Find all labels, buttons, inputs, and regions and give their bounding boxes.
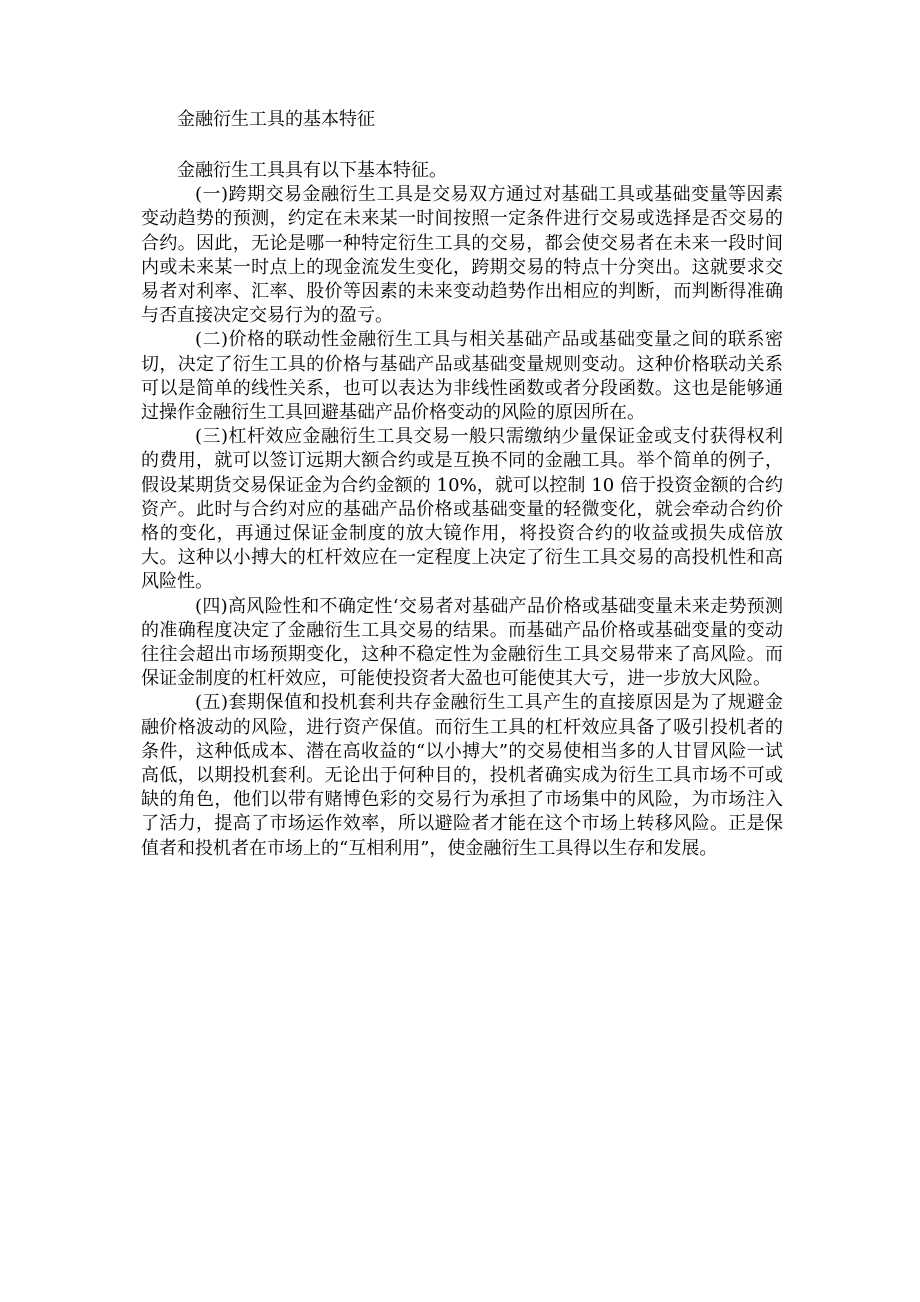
document-body [141,108,783,861]
document-title: 金融衍生工具的基本特征 [177,109,375,130]
title-spacer [141,132,783,159]
paragraph-hedging-speculation: (五)套期保值和投机套利共存金融衍生工具产生的直接原因是为了规避金融价格波动的风险，进行资产保值。而衍生工具的杠杆效应具备了吸引投机者的条件，这种低成本、潜在高收益的“以小搏大”的交易使相当多的人甘冒风险一试高低，以期投机套利。无论出于何种目的，投机者确实成为衍生工具市场不可或缺的角色，他们以带有赌博色彩的交易行为承担了市场集中的风险，为市场注入了活力，提高了市场运作效率，所以避险者才能在这个市场上转移风险。正是保值者和投机者在市场上的“互相利用”，使金融衍生工具得以生存和发展。 [141,692,783,859]
paragraph-price-linkage: (二)价格的联动性金融衍生工具与相关基础产品或基础变量之间的联系密切，决定了衍生工具的价格与基础产品或基础变量规则变动。这种价格联动关系可以是简单的线性关系，也可以表达为非线性函数或者分段函数。这也是能够通过操作金融衍生工具回避基础产品价格变动的风险的原因所在。 [141,329,783,424]
paragraph-high-risk-uncertainty: (四)高风险性和不确定性‘交易者对基础产品价格或基础变量未来走势预测的准确程度决定了金融衍生工具交易的结果。而基础产品价格或基础变量的变动往往会超出市场预期变化，这种不稳定性为金融衍生工具交易带来了高风险。而保证金制度的杠杆效应，可能使投资者大盈也可能使其大亏，进一步放大风险。 [141,595,783,690]
paragraph-cross-period-trading: (一)跨期交易金融衍生工具是交易双方通过对基础工具或基础变量等因素变动趋势的预测，约定在未来某一时间按照一定条件进行交易或选择是否交易的合约。因此，无论是哪一种特定衍生工具的交易，都会使交易者在未来一段时间内或未来某一时点上的现金流发生变化，跨期交易的特点十分突出。这就要求交易者对利率、汇率、股价等因素的未来变动趋势作出相应的判断，而判断得准确与否直接决定交易行为的盈亏。 [141,184,783,327]
intro-paragraph: 金融衍生工具具有以下基本特征。 [177,160,447,181]
paragraph-leverage-effect: (三)杠杆效应金融衍生工具交易一般只需缴纳少量保证金或支付获得权利的费用，就可以签订远期大额合约或是互换不同的金融工具。举个简单的例子，假设某期货交易保证金为合约金额的 10%，就可以控制 10 倍于投资金额的合约资产。此时与合约对应的基础产品价格或基础变量的轻微变化，就会牵动合约价格的变化，再通过保证金制度的放大镜作用，将投资合约的收益或损失成倍放大。这种以小搏大的杠杆效应在一定程度上决定了衍生工具交易的高投机性和高风险性。 [141,426,783,593]
